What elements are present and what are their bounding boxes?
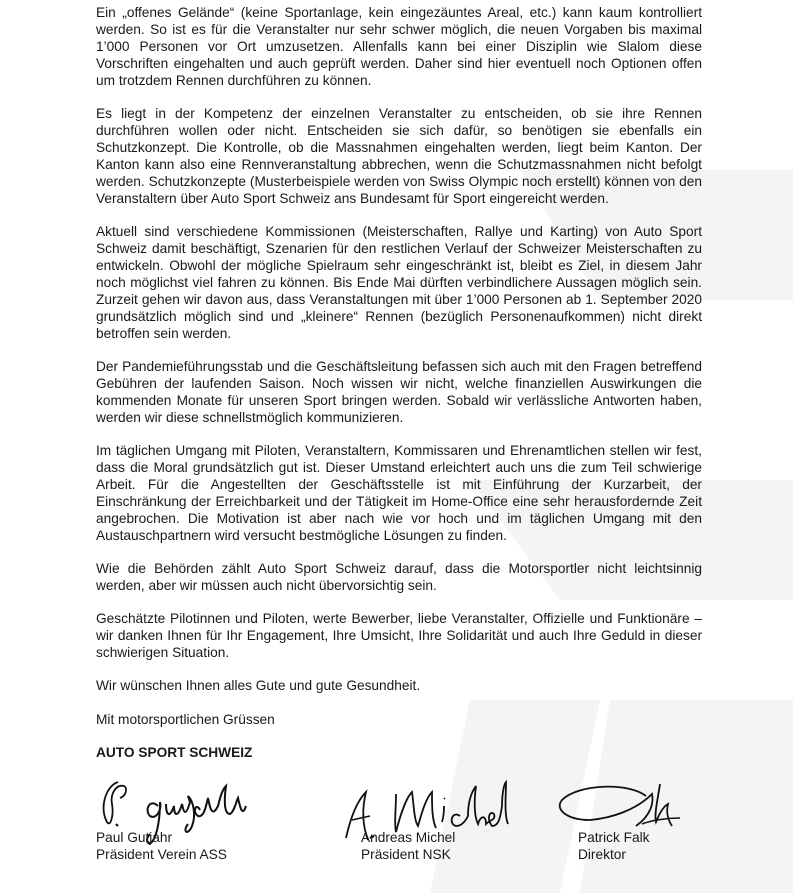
paragraph-4: Der Pandemieführungsstab und die Geschäftsleitung befassen sich auch mit den Fragen betreffend Gebühren der laufenden Saison. Noch wissen wir nicht, welche finanziellen Auswirkungen die kommenden Monate für unseren Sport bringen werden. Sobald wir verlässliche Antworten haben, werden wir diese schnellstmöglich kommunizieren. <box>96 359 702 425</box>
paragraph-2: Es liegt in der Kompetenz der einzelnen Veranstalter zu entscheiden, ob sie ihre Rennen durchführen wollen oder nicht. Entscheiden sie sich dafür, so benötigen sie ebenfalls ein Schutzkonzept. Die Kontrolle, ob die Massnahmen eingehalten werden, liegt beim Kanton. Der Kanton kann also eine Rennveranstaltung abbrechen, wenn die Schutzmassnahmen nicht befolgt werden. Schutzkonzepte (Musterbeispiele werden von Swiss Olympic noch erstellt) können von den Veranstaltern über Auto Sport Schweiz ans Bundesamt für Sport eingereicht werden. <box>96 106 702 206</box>
letter-body <box>96 4 702 760</box>
signature-block-3 <box>556 776 756 876</box>
paragraph-3: Aktuell sind verschiedene Kommissionen (Meisterschaften, Rallye und Karting) von Auto Sport Schweiz damit beschäftigt, Szenarien für den restlichen Verlauf der Schweizer Meisterschaften zu entwickeln. Obwohl der mögliche Spielraum sehr eingeschränkt ist, bleibt es Ziel, in diesem Jahr noch möglichst viel fahren zu können. Bis Ende Mai dürften verbindlichere Aussagen möglich sein. Zurzeit gehen wir davon aus, dass Veranstaltungen mit über 1’000 Personen ab 1. September 2020 grundsätzlich möglich sind und „kleinere“ Rennen (bezüglich Personenaufkommen) nicht direkt betroffen sein werden. <box>96 224 702 341</box>
signatory-name-3: Patrick Falk <box>578 830 650 845</box>
signatory-name-1: Paul Gutjahr <box>96 830 173 845</box>
closing-line: Mit motorsportlichen Grüssen <box>96 712 275 727</box>
signatory-name-2: Andreas Michel <box>361 830 456 845</box>
signatory-role-1: Präsident Verein ASS <box>96 847 227 862</box>
signatory-role-2: Präsident NSK <box>361 847 451 862</box>
wishes-line: Wir wünschen Ihnen alles Gute und gute Gesundheit. <box>96 678 421 693</box>
signatory-role-3: Direktor <box>578 847 626 862</box>
organization-name: AUTO SPORT SCHWEIZ <box>96 745 253 760</box>
paragraph-1: Ein „offenes Gelände“ (keine Sportanlage, kein eingezäuntes Areal, etc.) kann kaum kontrolliert werden. So ist es für die Veranstalter nur sehr schwer möglich, die neuen Vorgaben bis maximal 1’000 Personen vor Ort umzusetzen. Allenfalls kann bei einer Disziplin wie Slalom diese Vorschriften eingehalten und auch geprüft werden. Daher sind hier eventuell noch Optionen offen um trotzdem Rennen durchführen zu können. <box>96 5 702 88</box>
paragraph-7: Geschätzte Pilotinnen und Piloten, werte Bewerber, liebe Veranstalter, Offizielle und Funktionäre – wir danken Ihnen für Ihr Engagement, Ihre Umsicht, Ihre Solidarität und auch Ihre Geduld in dieser schwierigen Situation. <box>96 611 702 660</box>
paragraph-5: Im täglichen Umgang mit Piloten, Veranstaltern, Kommissaren und Ehrenamtlichen stellen wir fest, dass die Moral grundsätzlich gut ist. Dieser Umstand erleichtert auch uns die zum Teil schwierige Arbeit. Für die Angestellten der Geschäftsstelle ist mit Einführung der Kurzarbeit, der Einschränkung der Erreichbarkeit und der Tätigkeit im Home-Office eine sehr herausfordernde Zeit angebrochen. Die Motivation ist aber nach wie vor hoch und im täglichen Umgang mit den Austauschpartnern wird versucht bestmögliche Lösungen zu finden. <box>96 443 702 543</box>
paragraph-6: Wie die Behörden zählt Auto Sport Schweiz darauf, dass die Motorsportler nicht leichtsinnig werden, aber wir müssen auch nicht übervorsichtig sein. <box>96 561 702 593</box>
signature-block-2 <box>340 776 540 876</box>
signature-block-1 <box>96 776 296 876</box>
